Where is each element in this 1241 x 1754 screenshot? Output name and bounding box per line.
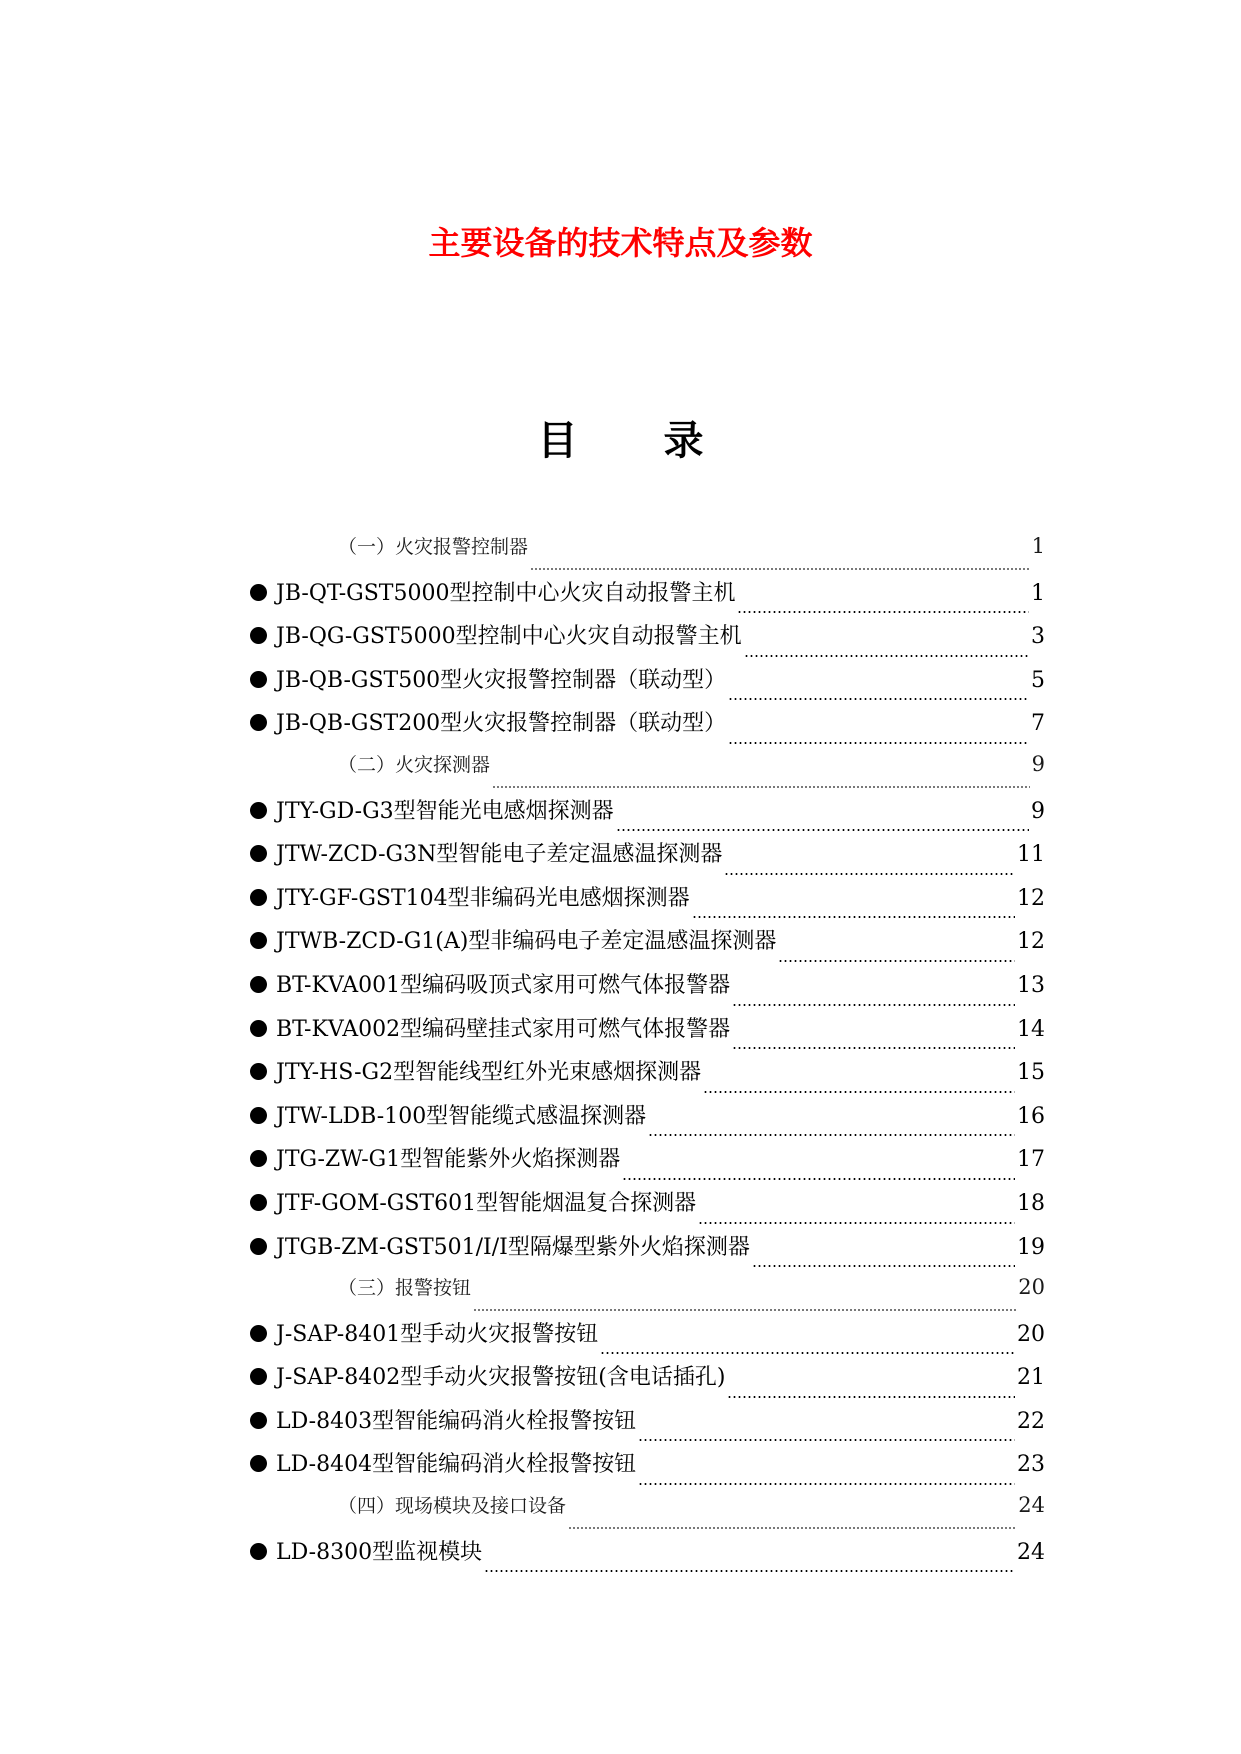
- toc-page-number: 9: [1031, 751, 1045, 776]
- toc-entry-label: LD-8403型智能编码消火栓报警按钮: [276, 1408, 637, 1434]
- toc-entry-label: JTW-LDB-100型智能缆式感温探测器: [276, 1103, 647, 1129]
- bullet-icon: [250, 976, 267, 993]
- bullet-icon: [250, 1455, 267, 1472]
- bullet-icon: [250, 802, 267, 819]
- dot-leader: [698, 1221, 1015, 1225]
- bullet-icon: [250, 1238, 267, 1255]
- toc-page-number: 20: [1018, 1275, 1045, 1300]
- bullet-icon: [250, 1107, 267, 1124]
- bullet-icon: [250, 1150, 267, 1167]
- toc-page-number: 13: [1017, 972, 1045, 998]
- bullet-icon: [250, 671, 267, 688]
- toc-section-entry[interactable]: [250, 1491, 1045, 1535]
- toc-entry-label: JTWB-ZCD-G1(A)型非编码电子差定温感温探测器: [276, 929, 777, 955]
- toc-entry-label: BT-KVA001型编码吸顶式家用可燃气体报警器: [276, 972, 731, 998]
- toc-entry-label: JTW-ZCD-G3N型智能电子差定温感温探测器: [276, 842, 723, 868]
- toc-entry-label: JTG-ZW-G1型智能紫外火焰探测器: [276, 1147, 621, 1173]
- bullet-icon: [250, 1368, 267, 1385]
- toc-entry-label: JTY-HS-G2型智能线型红外光束感烟探测器: [276, 1060, 702, 1086]
- toc-item-entry[interactable]: [250, 1360, 1045, 1404]
- toc-entry-label: JB-QT-GST5000型控制中心火灾自动报警主机: [276, 580, 736, 606]
- bullet-icon: [250, 845, 267, 862]
- dot-leader: [778, 959, 1015, 963]
- toc-page-number: 20: [1017, 1321, 1045, 1347]
- toc-page-number: 15: [1017, 1060, 1045, 1086]
- toc-item-entry[interactable]: [250, 619, 1045, 663]
- dot-leader: [638, 1438, 1015, 1442]
- dot-leader: [473, 1308, 1016, 1312]
- dot-leader: [692, 915, 1015, 919]
- toc-entry-label: （二）火灾探测器: [338, 753, 491, 776]
- toc-item-entry[interactable]: [250, 1230, 1045, 1274]
- dot-leader: [568, 1526, 1016, 1530]
- toc-page-number: 18: [1017, 1190, 1045, 1216]
- bullet-icon: [250, 714, 267, 731]
- dot-leader: [732, 1046, 1015, 1050]
- toc-item-entry[interactable]: [250, 968, 1045, 1012]
- toc-item-entry[interactable]: [250, 837, 1045, 881]
- dot-leader: [727, 1395, 1015, 1399]
- dot-leader: [732, 1003, 1015, 1007]
- bullet-icon: [250, 1194, 267, 1211]
- toc-item-entry[interactable]: [250, 924, 1045, 968]
- toc-entry-label: （一）火灾报警控制器: [338, 536, 529, 558]
- dot-leader: [737, 610, 1029, 614]
- toc-item-entry[interactable]: [250, 881, 1045, 925]
- toc-page-number: 14: [1017, 1016, 1045, 1042]
- toc-entry-label: （四）现场模块及接口设备: [338, 1495, 567, 1518]
- toc-page-number: 24: [1018, 1493, 1045, 1518]
- dot-leader: [600, 1351, 1015, 1355]
- toc-entry-label: J-SAP-8402型手动火灾报警按钮(含电话插孔): [276, 1365, 726, 1391]
- toc-page-number: 23: [1017, 1452, 1045, 1478]
- toc-section-entry[interactable]: [250, 532, 1045, 576]
- toc-item-entry[interactable]: [250, 576, 1045, 620]
- toc-entry-label: JB-QG-GST5000型控制中心火灾自动报警主机: [276, 624, 742, 650]
- toc-page-number: 11: [1017, 842, 1045, 868]
- toc-entry-label: （三）报警按钮: [338, 1277, 472, 1300]
- toc-page-number: 22: [1017, 1408, 1045, 1434]
- toc-page-number: 24: [1017, 1539, 1045, 1565]
- toc-entry-label: BT-KVA002型编码壁挂式家用可燃气体报警器: [276, 1016, 731, 1042]
- toc-page-number: 1: [1031, 534, 1045, 558]
- toc-entry-label: J-SAP-8401型手动火灾报警按钮: [276, 1321, 599, 1347]
- dot-leader: [638, 1482, 1015, 1486]
- toc-item-entry[interactable]: [250, 1404, 1045, 1448]
- bullet-icon: [250, 1020, 267, 1037]
- toc-item-entry[interactable]: [250, 794, 1045, 838]
- toc-item-entry[interactable]: [250, 1317, 1045, 1361]
- toc-page-number: 12: [1017, 885, 1045, 911]
- dot-leader: [752, 1264, 1015, 1268]
- bullet-icon: [250, 1063, 267, 1080]
- toc-entry-label: JTGB-ZM-GST501/I/I型隔爆型紫外火焰探测器: [276, 1234, 750, 1260]
- toc-page-number: 1: [1031, 580, 1045, 606]
- toc-entry-label: JTY-GF-GST104型非编码光电感烟探测器: [276, 885, 690, 911]
- toc-page-number: 12: [1017, 929, 1045, 955]
- toc-page-number: 7: [1031, 711, 1045, 737]
- toc-entry-label: LD-8404型智能编码消火栓报警按钮: [276, 1452, 637, 1478]
- bullet-icon: [250, 932, 267, 949]
- toc-page-number: 16: [1017, 1103, 1045, 1129]
- toc-entry-label: JB-QB-GST200型火灾报警控制器（联动型）: [276, 711, 727, 737]
- dot-leader: [622, 1177, 1015, 1181]
- bullet-icon: [250, 627, 267, 644]
- dot-leader: [484, 1569, 1015, 1573]
- toc-item-entry[interactable]: [250, 1142, 1045, 1186]
- toc-page-number: 21: [1017, 1365, 1045, 1391]
- toc-item-entry[interactable]: [250, 1447, 1045, 1491]
- toc-page-number: 17: [1017, 1147, 1045, 1173]
- toc-page-number: 3: [1031, 624, 1045, 650]
- dot-leader: [744, 654, 1029, 658]
- toc-entry-label: JTY-GD-G3型智能光电感烟探测器: [276, 798, 614, 824]
- dot-leader: [616, 828, 1029, 832]
- dot-leader: [648, 1133, 1015, 1137]
- toc-entry-label: JB-QB-GST500型火灾报警控制器（联动型）: [276, 667, 727, 693]
- table-of-contents: [250, 532, 1045, 1578]
- bullet-icon: [250, 1325, 267, 1342]
- bullet-icon: [250, 1543, 267, 1560]
- dot-leader: [703, 1090, 1015, 1094]
- toc-item-entry[interactable]: [250, 1186, 1045, 1230]
- toc-page-number: 5: [1031, 667, 1045, 693]
- toc-section-entry[interactable]: [250, 750, 1045, 794]
- toc-item-entry[interactable]: [250, 663, 1045, 707]
- document-title: 主要设备的技术特点及参数: [428, 224, 813, 262]
- toc-section-entry[interactable]: [250, 1273, 1045, 1317]
- dot-leader: [728, 697, 1029, 701]
- toc-item-entry[interactable]: [250, 1055, 1045, 1099]
- bullet-icon: [250, 584, 267, 601]
- toc-heading: 目 录: [537, 417, 740, 464]
- toc-item-entry[interactable]: [250, 1099, 1045, 1143]
- toc-item-entry[interactable]: [250, 706, 1045, 750]
- toc-entry-label: LD-8300型监视模块: [276, 1539, 483, 1565]
- dot-leader: [728, 741, 1029, 745]
- dot-leader: [492, 785, 1030, 789]
- bullet-icon: [250, 889, 267, 906]
- toc-entry-label: JTF-GOM-GST601型智能烟温复合探测器: [276, 1190, 697, 1216]
- toc-page-number: 19: [1017, 1234, 1045, 1260]
- dot-leader: [530, 567, 1030, 571]
- toc-item-entry[interactable]: [250, 1012, 1045, 1056]
- toc-item-entry[interactable]: [250, 1535, 1045, 1579]
- bullet-icon: [250, 1412, 267, 1429]
- toc-page-number: 9: [1031, 798, 1045, 824]
- dot-leader: [724, 872, 1015, 876]
